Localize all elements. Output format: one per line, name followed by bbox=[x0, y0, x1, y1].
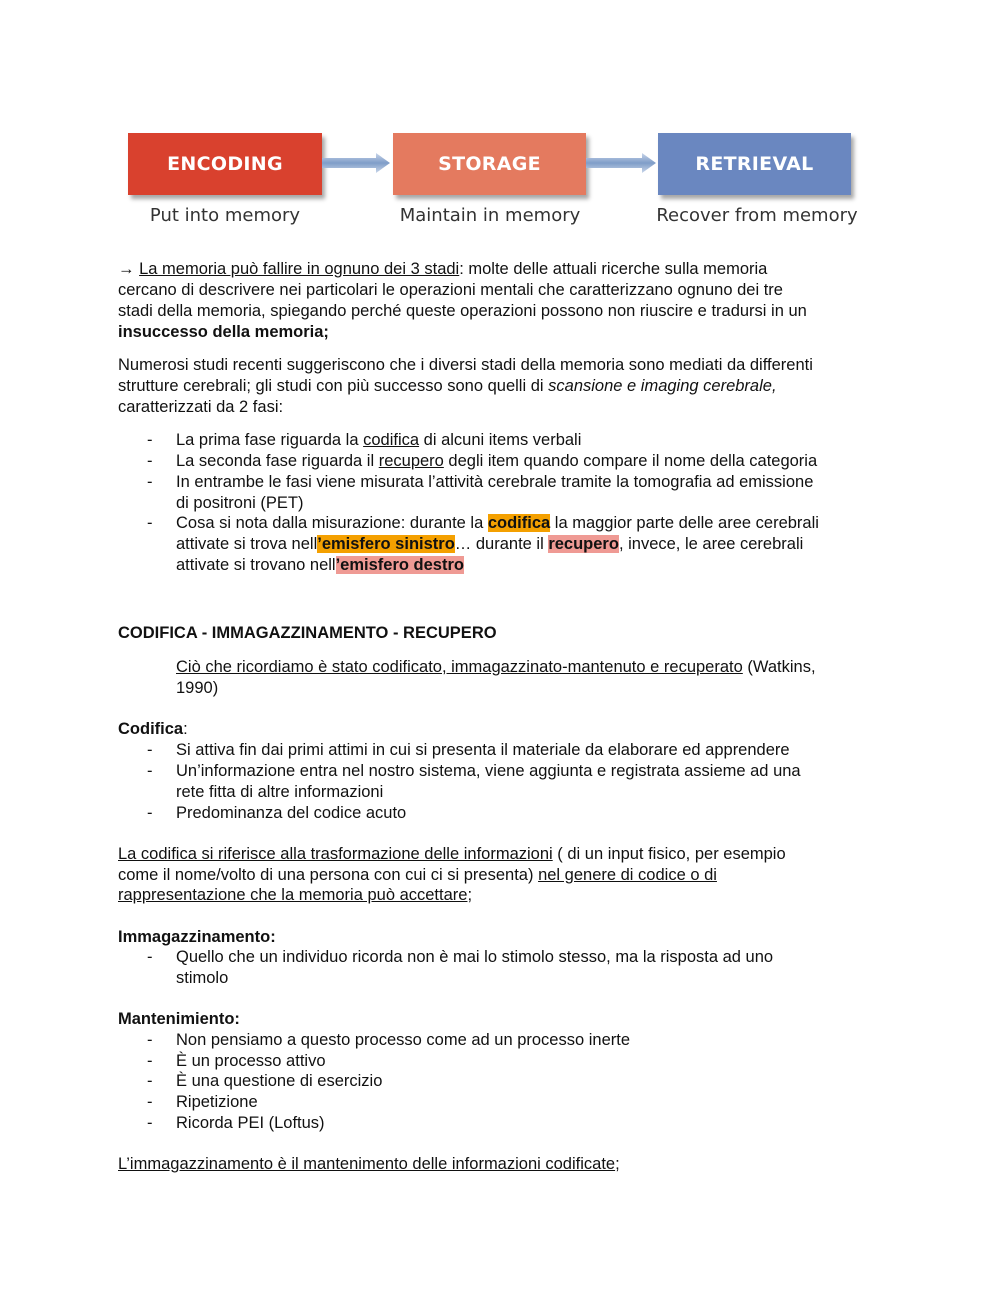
underlined-text: La memoria può fallire in ognuno dei 3 stadi bbox=[139, 260, 460, 278]
p1-line2: cercano di descrivere nei particolari le operazioni mentali che caratterizzano ognuno dei tre bbox=[118, 281, 783, 299]
p1-line1: → La memoria può fallire in ognuno dei 3 stadi: molte delle attuali ricerche sulla memoria bbox=[118, 260, 768, 278]
quote-line2: 1990) bbox=[176, 679, 219, 697]
immagazzinamento-title: Immagazzinamento: bbox=[118, 928, 276, 946]
highlight-pink: ’emisfero destro bbox=[335, 556, 464, 574]
p2-line2: strutture cerebrali; gli studi con più successo sono quelli di scansione e imaging cerebrale, bbox=[118, 377, 777, 395]
arrow-icon bbox=[586, 151, 658, 175]
p2-line3: caratterizzati da 2 fasi: bbox=[118, 398, 284, 416]
codifica-title: Codifica: bbox=[118, 720, 188, 738]
mantenimiento-title: Mantenimiento: bbox=[118, 1010, 240, 1028]
memory-stages-diagram bbox=[126, 131, 866, 241]
document-page: ENCODING STORAGE RETRIEVAL Put into memory Maintain in memory Recover from memory → La memoria può fallire in ognuno dei 3 stadi: molte delle attuali ricerche sulla memoria cercano di descrivere nei particolari le operazioni mentali che caratterizzano ognuno dei tre stadi della memoria, spiegando perché queste operazioni possono non riuscire e tradursi in un insuccesso della memoria; Numerosi studi recenti suggeriscono che i diversi stadi della memoria sono mediati da differenti strutture cerebrali; gli studi con più successo sono quelli di scansione e imaging cerebrale, caratterizzati da 2 fasi: - La prima fase riguarda la codifica di alcuni items verbali - La seconda fase riguarda il recupero degli item quando compare il nome della categoria - In entrambe le fasi viene misurata l’attività cerebrale tramite la tomografia ad emissione di positroni (PET) - Cosa si nota dalla misurazione: durante la codifica la maggior parte delle aree cerebrali attivate si trova nell’emisfero sinistro… durante il recupero, invece, le aree cerebrali attivate si trovano nell’emisfero destro CODIFICA - IMMAGAZZINAMENTO - RECUPERO Ciò che ricordiamo è stato codificato, immagazzinato-mantenuto e recuperato (Watkins, 1990) Codifica: - Si attiva fin dai primi attimi in cui si presenta il materiale da elaborare ed apprendere - Un’informazione entra nel nostro sistema, viene aggiunta e registrata assieme ad una rete fitta di altre informazioni - Predominanza del codice acuto La codifica si riferisce alla trasformazione delle informazioni ( di un input fisico, per esempio come il nome/volto di una persona con cui ci si presenta) nel genere di codice o di rappresentazione che la memoria può accettare; Immagazzinamento: - Quello che un individuo ricorda non è mai lo stimolo stesso, ma la risposta ad uno stimolo Mantenimiento: - Non pensiamo a questo processo come ad un processo inerte - È un processo attivo - È una questione di esercizio - Ripetizione - Ricorda PEI (Loftus) L’immagazzinamento è il mantenimento delle informazioni codificate; bbox=[0, 0, 1000, 1294]
retrieval-caption: Recover from memory bbox=[656, 205, 858, 226]
retrieval-box: RETRIEVAL bbox=[658, 133, 851, 195]
p3-line3: rappresentazione che la memoria può accettare; bbox=[118, 886, 473, 904]
p2-line1: Numerosi studi recenti suggeriscono che i diversi stadi della memoria sono mediati da differenti bbox=[118, 356, 813, 374]
arrow-glyph: → bbox=[118, 260, 140, 278]
arrow-icon bbox=[322, 151, 392, 175]
p1-line3: stadi della memoria, spiegando perché queste operazioni possono non riuscire e tradursi in un bbox=[118, 302, 807, 320]
storage-box: STORAGE bbox=[393, 133, 586, 195]
encoding-caption: Put into memory bbox=[149, 205, 301, 226]
highlight-orange: codifica bbox=[487, 514, 551, 532]
highlight-orange: ’emisfero sinistro bbox=[317, 535, 455, 553]
p4-line: L’immagazzinamento è il mantenimento delle informazioni codificate; bbox=[118, 1155, 620, 1173]
quote-line1: Ciò che ricordiamo è stato codificato, immagazzinato-mantenuto e recuperato (Watkins, bbox=[176, 658, 816, 676]
p3-line1: La codifica si riferisce alla trasformazione delle informazioni ( di un input fisico, per esempio bbox=[118, 845, 786, 863]
highlight-pink: recupero bbox=[548, 535, 619, 553]
encoding-box: ENCODING bbox=[128, 133, 322, 195]
section-heading: CODIFICA - IMMAGAZZINAMENTO - RECUPERO bbox=[118, 624, 497, 642]
p1-line4: insuccesso della memoria; bbox=[118, 323, 329, 341]
storage-caption: Maintain in memory bbox=[399, 205, 581, 226]
p3-line2: come il nome/volto di una persona con cui ci si presenta) nel genere di codice o di bbox=[118, 866, 717, 884]
